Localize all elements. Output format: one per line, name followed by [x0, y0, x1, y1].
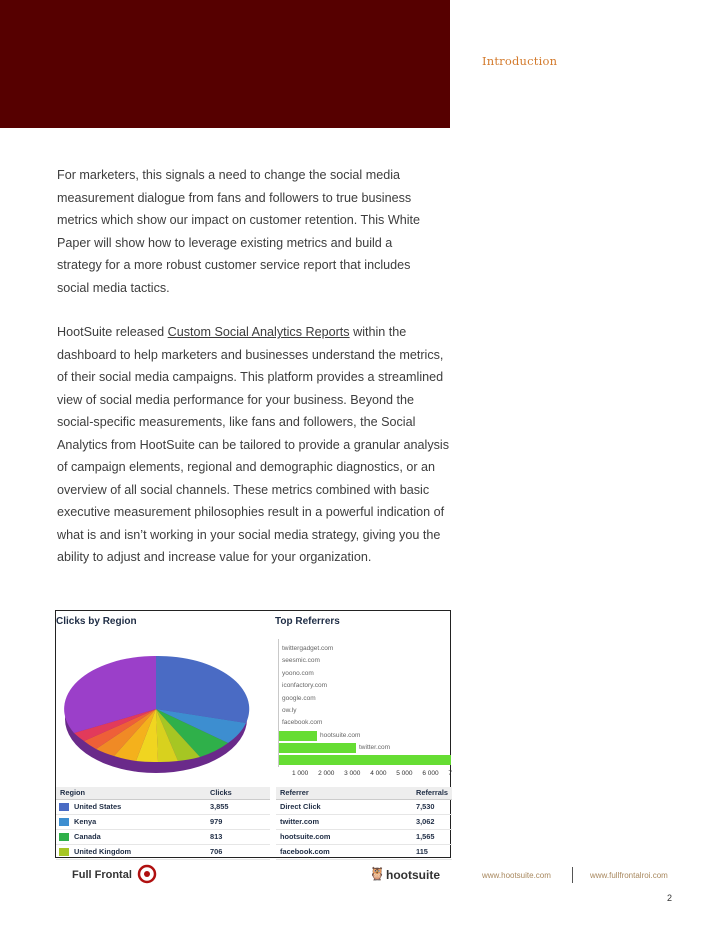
text-line: Analytics from HootSuite can be tailored to provide a granular analysis — [57, 437, 450, 452]
footer-url-hootsuite[interactable]: www.hootsuite.com — [482, 871, 551, 880]
tick-label: 3 000 — [344, 770, 361, 777]
x-axis-ticks — [292, 770, 452, 777]
column-header: Referrer — [280, 788, 309, 797]
referrer-label: google.com — [282, 694, 316, 702]
click-count: 813 — [210, 832, 223, 841]
color-swatch — [59, 848, 69, 856]
text-line: view of social media performance for your business. Beyond the — [57, 392, 415, 407]
text-span: within the — [349, 325, 407, 339]
paragraph-1 — [57, 164, 457, 299]
table-row — [276, 800, 452, 815]
region-name: United States — [74, 802, 122, 811]
text-span: HootSuite released — [57, 325, 168, 339]
hootsuite-logo: hootsuite — [386, 868, 440, 882]
custom-analytics-link[interactable]: Custom Social Analytics Reports — [167, 325, 350, 339]
table-header — [276, 787, 452, 800]
table-header — [56, 787, 270, 800]
region-name: Kenya — [74, 817, 97, 826]
referral-count: 115 — [416, 847, 428, 856]
clicks-by-region-title: Clicks by Region — [56, 616, 137, 627]
table-row — [276, 845, 452, 860]
referral-count: 7,530 — [416, 802, 435, 811]
page-number: 2 — [667, 893, 673, 903]
referrer-label: iconfactory.com — [282, 682, 328, 690]
referrer-name: facebook.com — [280, 847, 330, 856]
footer-divider — [572, 867, 573, 883]
paragraph-2 — [57, 321, 457, 569]
referrer-name: twitter.com — [280, 817, 320, 826]
bar-twitter — [279, 743, 356, 753]
tick-label: 5 000 — [396, 770, 413, 777]
table-row — [56, 800, 270, 815]
roi-target-icon — [137, 862, 157, 884]
region-name: Canada — [74, 832, 101, 841]
tick-label: 2 000 — [318, 770, 335, 777]
text-line: what is and isn’t working in your social media strategy, giving you the — [57, 527, 441, 542]
text-line: executive measurement philosophies result in a powerful indication of — [57, 505, 445, 519]
referral-count: 3,062 — [416, 817, 435, 826]
referral-count: 1,565 — [416, 832, 435, 841]
text-line: measurement dialogue from fans and followers to true business — [57, 190, 412, 205]
column-header: Clicks — [210, 788, 232, 797]
referrer-label: twittergadget.com — [282, 645, 334, 652]
bar-label: hootsuite.com — [320, 732, 361, 739]
section-label: Introduction — [482, 54, 558, 68]
referrer-labels — [282, 643, 333, 730]
column-header: Region — [60, 788, 86, 797]
bar-hootsuite — [279, 731, 317, 741]
color-swatch — [59, 818, 69, 826]
region-name: United Kingdom — [74, 847, 132, 856]
bar-direct-click — [279, 755, 451, 765]
text-line: social media tactics. — [57, 280, 170, 295]
top-referrers-title: Top Referrers — [275, 616, 340, 627]
referrer-label: facebook.com — [282, 719, 323, 727]
tick-label: 1 000 — [292, 770, 309, 777]
referrer-label: seesmic.com — [282, 657, 320, 665]
table-row — [56, 815, 270, 830]
region-table — [56, 787, 270, 860]
text-line: ability to adjust and increase value for your organization. — [57, 550, 372, 564]
click-count: 3,855 — [210, 802, 229, 811]
table-row — [56, 830, 270, 845]
text-line: For marketers, this signals a need to change the social media — [57, 168, 401, 182]
click-count: 706 — [210, 847, 223, 856]
tick-label: 7 — [448, 770, 452, 777]
footer-url-fullfrontal[interactable]: www.fullfrontalroi.com — [590, 871, 668, 880]
region-pie-chart — [60, 633, 256, 783]
owl-icon: 🦉 — [369, 866, 386, 881]
table-row — [276, 815, 452, 830]
referrer-name: Direct Click — [280, 802, 321, 811]
tick-label: 4 000 — [370, 770, 387, 777]
color-swatch — [59, 833, 69, 841]
click-count: 979 — [210, 817, 223, 826]
full-frontal-logo: Full Frontal — [72, 869, 132, 881]
analytics-screenshot — [55, 610, 451, 858]
text-line: metrics which show our impact on customer retention. This White — [57, 213, 421, 227]
referrer-label: yoono.com — [282, 669, 314, 677]
table-row — [276, 830, 452, 845]
header-banner — [0, 0, 450, 128]
text-line: social-specific measurements, like fans and followers, the Social — [57, 415, 416, 429]
bar-label: twitter.com — [359, 744, 391, 751]
referrer-name: hootsuite.com — [280, 832, 331, 841]
color-swatch — [59, 803, 69, 811]
text-line: Paper will show how to leverage existing metrics and build a — [57, 235, 393, 250]
text-line: overview of all social channels. These metrics combined with basic — [57, 482, 430, 497]
tick-label: 6 000 — [422, 770, 439, 777]
referrer-table — [276, 787, 452, 860]
text-line: dashboard to help marketers and businesses understand the metrics, — [57, 347, 444, 362]
table-row — [56, 845, 270, 860]
referrer-label: ow.ly — [282, 706, 297, 714]
column-header: Referrals — [416, 788, 449, 797]
text-line — [57, 321, 457, 344]
text-line: strategy for a more robust customer service report that includes — [57, 258, 411, 272]
text-line: of their social media campaigns. This platform provides a streamlined — [57, 370, 444, 384]
text-line: of campaign elements, regional and demographic diagnostics, or an — [57, 460, 436, 474]
